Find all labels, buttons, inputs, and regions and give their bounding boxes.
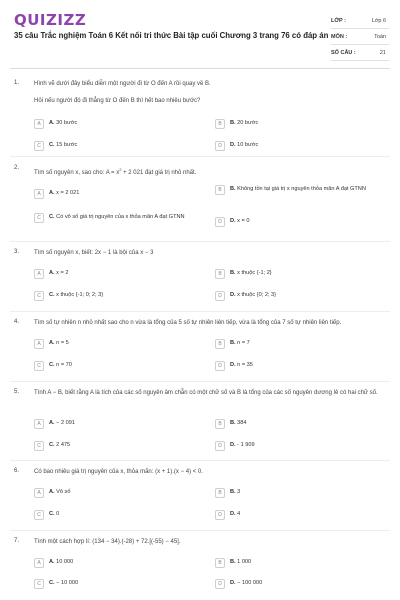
question-separator: [10, 460, 390, 461]
option-key: B: [215, 558, 225, 568]
option-b[interactable]: [215, 488, 385, 504]
option-label: A.: [49, 190, 55, 196]
option-key: B: [215, 269, 225, 279]
option-b[interactable]: [215, 339, 385, 355]
option-key: D: [215, 510, 225, 520]
worksheet-title: 35 câu Trắc nghiệm Toán 6 Kết nối tri thức Bài tập cuối Chương 3 trang 76 có đáp án: [14, 31, 329, 40]
option-a[interactable]: [34, 339, 204, 355]
option-text: Vô số: [56, 489, 71, 495]
question-text: Hình vẽ dưới đây biểu diễn một người đi từ O đến A rồi quay về B.: [34, 81, 211, 87]
question-text: [34, 165, 390, 178]
meta-value: Lớp 6: [371, 17, 386, 24]
option-text: 2 475: [56, 442, 71, 448]
option-text: n = 5: [56, 340, 69, 346]
option-d[interactable]: [215, 291, 385, 307]
option-key: D: [215, 441, 225, 451]
option-text: n = 70: [56, 362, 72, 368]
option-key: C: [34, 441, 44, 451]
option-key: A: [34, 419, 44, 429]
option-label: C.: [49, 292, 55, 298]
option-label: A.: [49, 559, 55, 565]
question-number: 5.: [14, 389, 20, 395]
question-separator: [10, 381, 390, 382]
option-key: B: [215, 488, 225, 498]
question-separator: [10, 311, 390, 312]
option-key: C: [34, 510, 44, 520]
option-text: x thuộc {-1; 0; 2; 3}: [56, 292, 104, 298]
option-label: C.: [49, 442, 55, 448]
option-text: 15 bước: [56, 142, 78, 148]
option-key: A: [34, 119, 44, 129]
option-key: C: [34, 361, 44, 371]
question-text: Tìm số tự nhiên n nhỏ nhất sao cho n vừa là tổng của 5 số tự nhiên liên tiếp, vừa là tổng của 7 số tự nhiên liên tiếp.: [34, 320, 342, 326]
worksheet-header: [0, 0, 400, 66]
option-label: D.: [230, 580, 236, 586]
option-text: - 1 909: [237, 442, 255, 448]
option-key: A: [34, 488, 44, 498]
option-text: 10 000: [56, 559, 74, 565]
question-number: 1.: [14, 80, 20, 86]
question-number: 4.: [14, 319, 20, 325]
option-key: C: [34, 291, 44, 301]
option-key: B: [215, 185, 225, 195]
option-a[interactable]: [34, 269, 204, 285]
option-key: A: [34, 339, 44, 349]
question-separator: [10, 530, 390, 531]
option-a[interactable]: [34, 558, 204, 574]
option-text: x thuộc {0; 2; 3}: [237, 292, 277, 298]
question-text: Tìm số nguyên x, biết: 2x − 1 là bội của x − 3: [34, 250, 154, 256]
option-label: B.: [230, 186, 236, 192]
option-text: n = 35: [237, 362, 253, 368]
option-label: A.: [49, 420, 55, 426]
option-label: D.: [230, 292, 236, 298]
option-text: Có vô số giá trị nguyên của x thỏa mãn A đạt GTNN: [56, 214, 185, 220]
option-text: 30 bước: [56, 120, 78, 126]
option-d[interactable]: [215, 141, 385, 157]
question-text: Tính một cách hợp lí: (134 − 34).(-28) + 72.[(-55) − 45].: [34, 539, 181, 545]
option-a[interactable]: [34, 189, 204, 205]
option-d[interactable]: [215, 579, 385, 595]
option-c[interactable]: [34, 579, 204, 595]
option-b[interactable]: [215, 119, 385, 135]
option-text: 4: [237, 511, 241, 517]
option-label: C.: [49, 511, 55, 517]
option-key: C: [34, 141, 44, 151]
option-text: 10 bước: [237, 142, 259, 148]
option-c[interactable]: [34, 213, 204, 235]
question-text: Có bao nhiêu giá trị nguyên của x, thỏa mãn: (x + 1).(x − 4) < 0.: [34, 469, 203, 475]
question-subtext: Hỏi nếu người đó đi thẳng từ O đến B thì hết bao nhiêu bước?: [34, 98, 201, 104]
question-number: 3.: [14, 249, 20, 255]
option-key: C: [34, 213, 44, 223]
question-separator: [10, 241, 390, 242]
option-d[interactable]: [215, 361, 385, 377]
meta-value: 21: [379, 49, 386, 56]
option-label: C.: [49, 142, 55, 148]
option-label: B.: [230, 270, 236, 276]
option-label: B.: [230, 559, 236, 565]
option-b[interactable]: [215, 419, 385, 435]
option-text: − 100 000: [237, 580, 263, 586]
option-key: B: [215, 119, 225, 129]
meta-row-class: [331, 13, 389, 29]
header-divider: [10, 68, 390, 69]
option-label: D.: [230, 218, 236, 224]
question-text: Tính A − B, biết rằng A là tích của các số nguyên âm chẵn có một chữ số và B là tổng của các số nguyên dương lẻ có hai chữ số.: [34, 390, 378, 396]
option-key: D: [215, 579, 225, 589]
option-text: x thuộc {-1; 2}: [237, 270, 272, 276]
option-label: A.: [49, 340, 55, 346]
option-label: D.: [230, 511, 236, 517]
option-text: 3: [237, 489, 241, 495]
option-text: − 2 091: [56, 420, 75, 426]
option-text: x = 0: [237, 218, 250, 224]
option-d[interactable]: [215, 510, 385, 526]
question-separator: [10, 156, 390, 157]
option-text: x = 2: [56, 270, 69, 276]
question-number: 7.: [14, 538, 20, 544]
option-text: Không tồn tại giá trị x nguyên thỏa mãn A đạt GTNN: [237, 186, 366, 192]
option-key: A: [34, 558, 44, 568]
option-label: A.: [49, 120, 55, 126]
option-text: x = 2 021: [56, 190, 80, 196]
option-key: B: [215, 419, 225, 429]
question-number: 2.: [14, 165, 20, 171]
worksheet-meta: [331, 13, 389, 61]
meta-value: Toán: [374, 33, 386, 40]
option-d[interactable]: [215, 217, 385, 233]
option-key: D: [215, 217, 225, 227]
option-label: D.: [230, 362, 236, 368]
option-label: D.: [230, 442, 236, 448]
meta-label: SỐ CÂU :: [331, 49, 356, 56]
question-text-part: Tìm số nguyên x, sao cho: A = x: [34, 170, 120, 176]
question-text-part: + 2 021 đạt giá trị nhỏ nhất.: [121, 170, 197, 176]
option-label: D.: [230, 142, 236, 148]
option-label: B.: [230, 489, 236, 495]
option-label: B.: [230, 340, 236, 346]
option-text: n = 7: [237, 340, 250, 346]
quizizz-logo[interactable]: QUIZIZZ: [14, 11, 87, 29]
option-label: A.: [49, 270, 55, 276]
option-key: C: [34, 579, 44, 589]
option-c[interactable]: [34, 141, 204, 157]
meta-row-subject: [331, 29, 389, 45]
option-c[interactable]: [34, 510, 204, 526]
option-b[interactable]: [215, 558, 385, 574]
meta-label: MÔN :: [331, 33, 348, 40]
option-key: A: [34, 189, 44, 199]
option-d[interactable]: [215, 441, 385, 457]
option-key: B: [215, 339, 225, 349]
meta-row-count: [331, 45, 389, 61]
option-c[interactable]: [34, 441, 204, 457]
option-key: D: [215, 291, 225, 301]
option-c[interactable]: [34, 291, 204, 307]
option-b[interactable]: [215, 269, 385, 285]
option-key: A: [34, 269, 44, 279]
option-a[interactable]: [34, 419, 204, 435]
option-key: D: [215, 141, 225, 151]
meta-label: LỚP :: [331, 17, 346, 24]
option-label: B.: [230, 420, 236, 426]
option-c[interactable]: [34, 361, 204, 377]
option-text: 20 bước: [237, 120, 259, 126]
question-number: 6.: [14, 468, 20, 474]
option-text: − 10 000: [56, 580, 79, 586]
option-text: 1 000: [237, 559, 252, 565]
option-a[interactable]: [34, 488, 204, 504]
option-text: 0: [56, 511, 60, 517]
option-label: C.: [49, 362, 55, 368]
option-key: D: [215, 361, 225, 371]
superscript: 2: [119, 167, 122, 172]
option-b[interactable]: [215, 185, 385, 207]
option-label: C.: [49, 214, 55, 220]
option-a[interactable]: [34, 119, 204, 135]
option-label: A.: [49, 489, 55, 495]
option-label: B.: [230, 120, 236, 126]
option-label: C.: [49, 580, 55, 586]
option-text: 384: [237, 420, 247, 426]
